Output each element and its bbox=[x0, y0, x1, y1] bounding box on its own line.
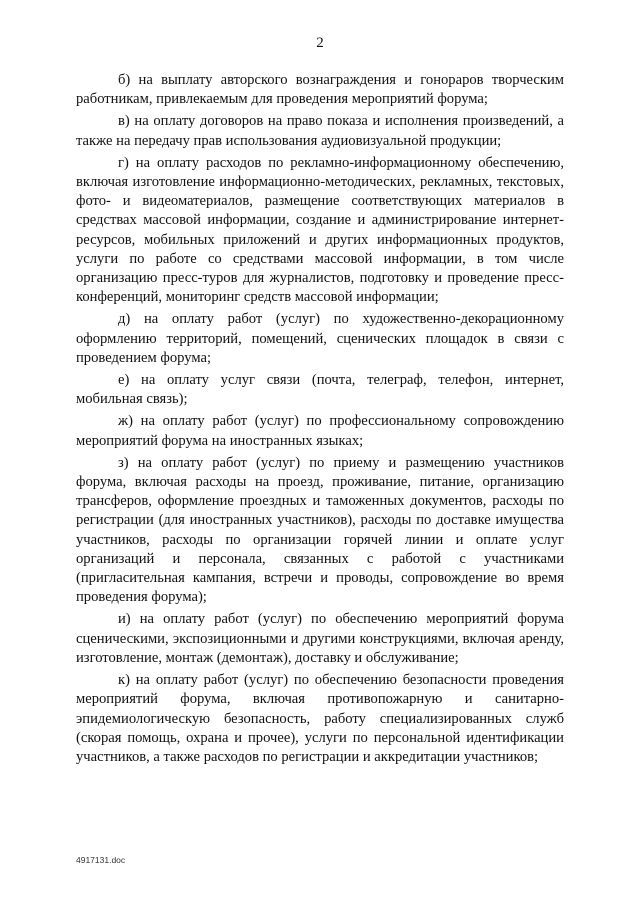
paragraph-k: к) на оплату работ (услуг) по обеспечению безопасности проведения мероприятий форума, включая противопожарную и санитарно-эпидемиологическую безопасность, работу специализированных служб (скорая помощь, охрана и прочее), услуги по персональной идентификации участников, а также расходов по регистрации и аккредитации участников; bbox=[76, 672, 564, 765]
paragraph-v: в) на оплату договоров на право показа и исполнения произведений, а также на передачу прав использования аудиовизуальной продукции; bbox=[76, 113, 564, 149]
paragraph-zh: ж) на оплату работ (услуг) по профессиональному сопровождению мероприятий форума на иностранных языках; bbox=[76, 413, 564, 449]
paragraph-d: д) на оплату работ (услуг) по художественно-декорационному оформлению территорий, помещений, сценических площадок в связи с проведением форума; bbox=[76, 311, 564, 366]
paragraph-b: б) на выплату авторского вознаграждения и гонораров творческим работникам, привлекаемым для проведения мероприятий форума; bbox=[76, 72, 564, 108]
document-body bbox=[76, 71, 564, 770]
page-number: 2 bbox=[316, 35, 324, 51]
paragraph-e: е) на оплату услуг связи (почта, телеграф, телефон, интернет, мобильная связь); bbox=[76, 372, 564, 408]
paragraph-z: з) на оплату работ (услуг) по приему и размещению участников форума, включая расходы на проезд, проживание, питание, организацию трансферов, оформление проездных и таможенных документов, расходы по регистрации (для иностранных участников), расходы по доставке имущества участников, расходы по организации горячей линии и оплате услуг организаций и персонала, связанных с работой с участниками (пригласительная кампания, встречи и проводы, сопровождение во время проведения форума); bbox=[76, 454, 564, 606]
file-footer: 4917131.doc bbox=[76, 855, 126, 865]
paragraph-i: и) на оплату работ (услуг) по обеспечению мероприятий форума сценическими, экспозиционными и другими конструкциями, включая аренду, изготовление, монтаж (демонтаж), доставку и обслуживание; bbox=[76, 611, 564, 666]
paragraph-g: г) на оплату расходов по рекламно-информационному обеспечению, включая изготовление информационно-методических, рекламных, текстовых, фото- и видеоматериалов, размещение соответствующих материалов в средствах массовой информации, создание и администрирование интернет-ресурсов, мобильных приложений и других информационных продуктов, услуги по работе со средствами массовой информации, в том числе организацию пресс-туров для журналистов, подготовку и проведение пресс-конференций, мониторинг средств массовой информации; bbox=[76, 154, 564, 306]
